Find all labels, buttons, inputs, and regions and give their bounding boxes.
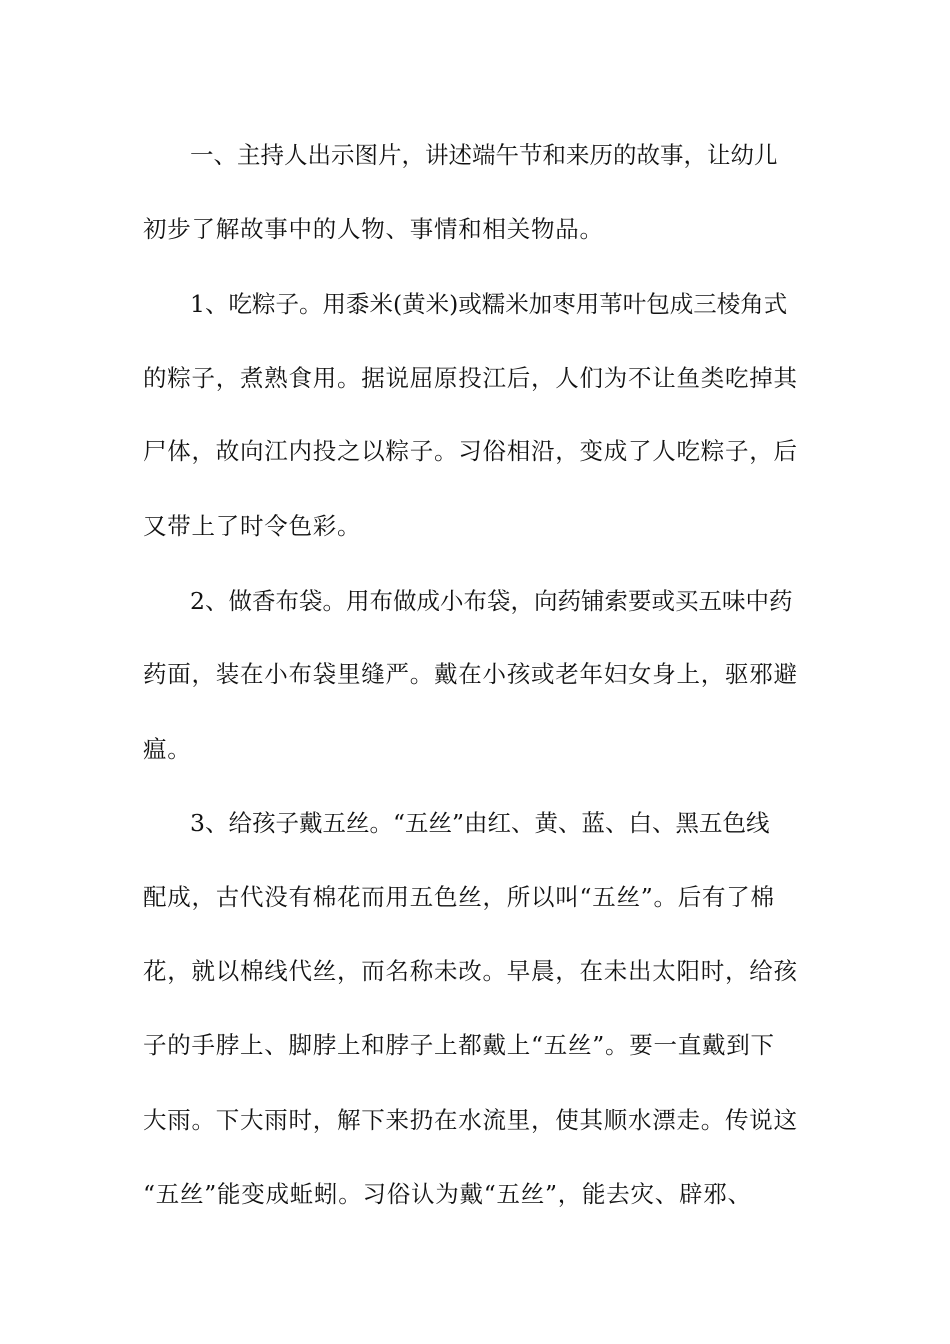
paragraph-3-line-3: 瘟。: [143, 735, 192, 763]
paragraph-2-line-4: 又带上了时令色彩。: [143, 512, 362, 540]
paragraph-4-line-2: 配成，古代没有棉花而用五色丝，所以叫“五丝”。后有了棉: [143, 883, 775, 911]
paragraph-4-line-6: “五丝”能变成蚯蚓。习俗认为戴“五丝”，能去灾、辟邪、: [143, 1180, 752, 1208]
paragraph-4-line-3: 花，就以棉线代丝，而名称未改。早晨，在未出太阳时，给孩: [143, 957, 798, 985]
paragraph-3-line-1: 2、做香布袋。用布做成小布袋，向药铺索要或买五味中药: [190, 587, 793, 615]
paragraph-1-line-1: 一、主持人出示图片，讲述端午节和来历的故事，让幼儿: [190, 141, 778, 169]
paragraph-2-line-3: 尸体，故向江内投之以粽子。习俗相沿，变成了人吃粽子，后: [143, 437, 798, 465]
paragraph-3-line-2: 药面，装在小布袋里缝严。戴在小孩或老年妇女身上，驱邪避: [143, 660, 798, 688]
paragraph-2-line-2: 的粽子，煮熟食用。据说屈原投江后，人们为不让鱼类吃掉其: [143, 364, 798, 392]
paragraph-4-line-1: 3、给孩子戴五丝。“五丝”由红、黄、蓝、白、黑五色线: [190, 809, 770, 837]
paragraph-2-line-1: 1、吃粽子。用黍米(黄米)或糯米加枣用苇叶包成三棱角式: [190, 290, 788, 318]
paragraph-1-line-2: 初步了解故事中的人物、事情和相关物品。: [143, 215, 604, 243]
paragraph-4-line-5: 大雨。下大雨时，解下来扔在水流里，使其顺水漂走。传说这: [143, 1106, 798, 1134]
paragraph-4-line-4: 子的手脖上、脚脖上和脖子上都戴上“五丝”。要一直戴到下: [143, 1031, 775, 1059]
